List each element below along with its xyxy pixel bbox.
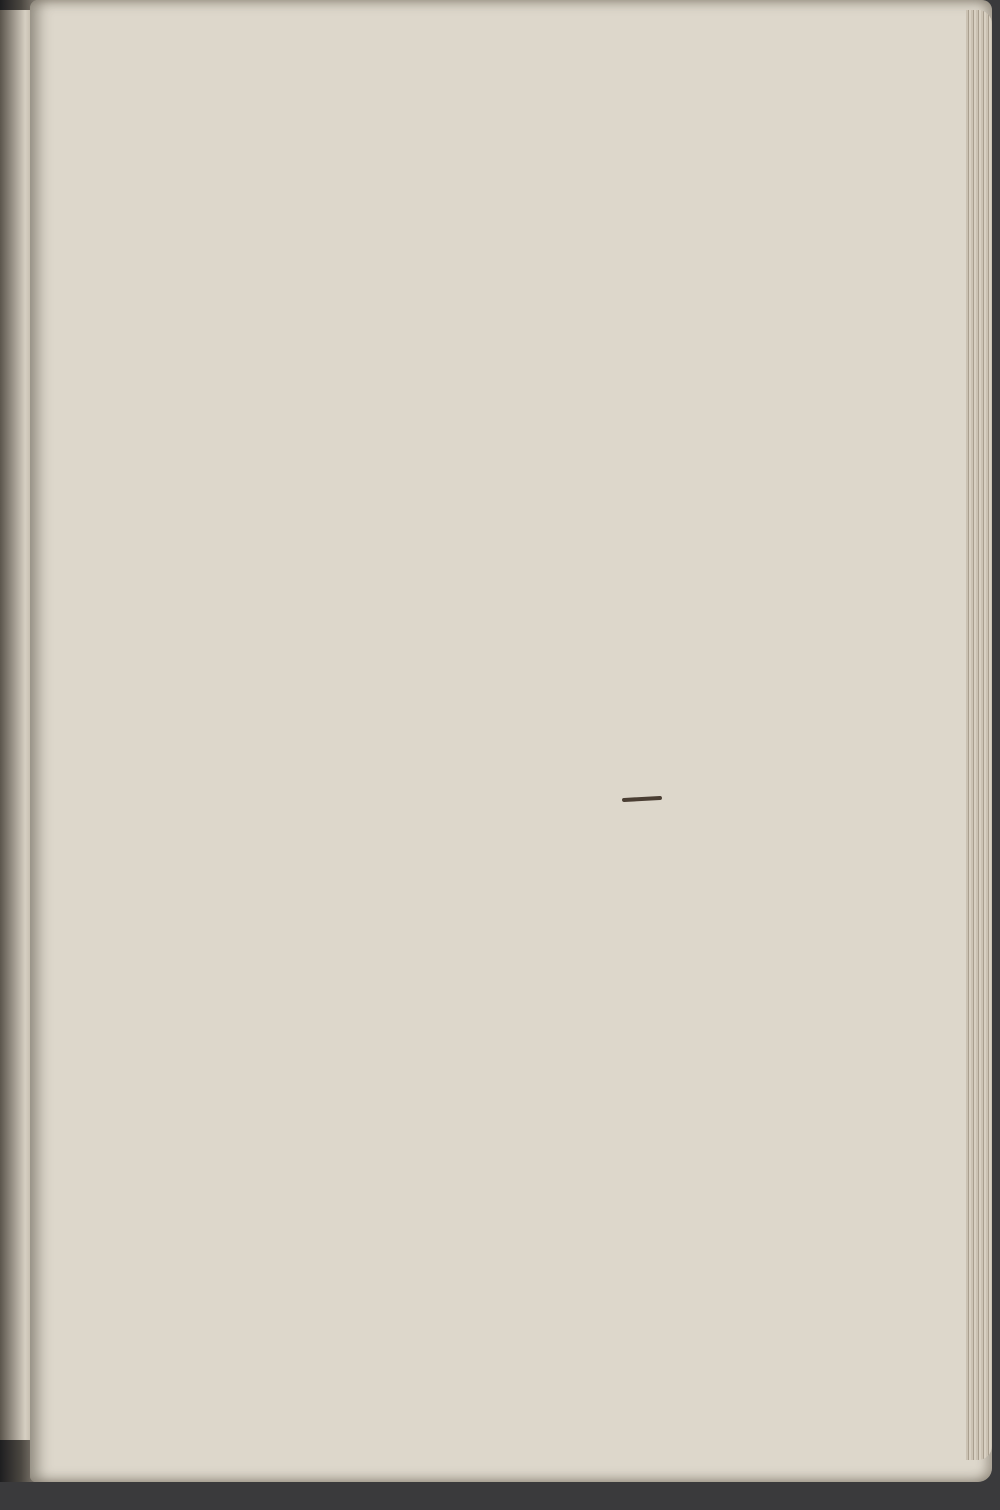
book-page bbox=[30, 0, 992, 1482]
facing-page-text-fragments bbox=[0, 110, 34, 1160]
footer-bar bbox=[0, 1482, 1000, 1510]
page-fore-edge bbox=[966, 10, 992, 1460]
funding-credit bbox=[978, 1487, 988, 1501]
